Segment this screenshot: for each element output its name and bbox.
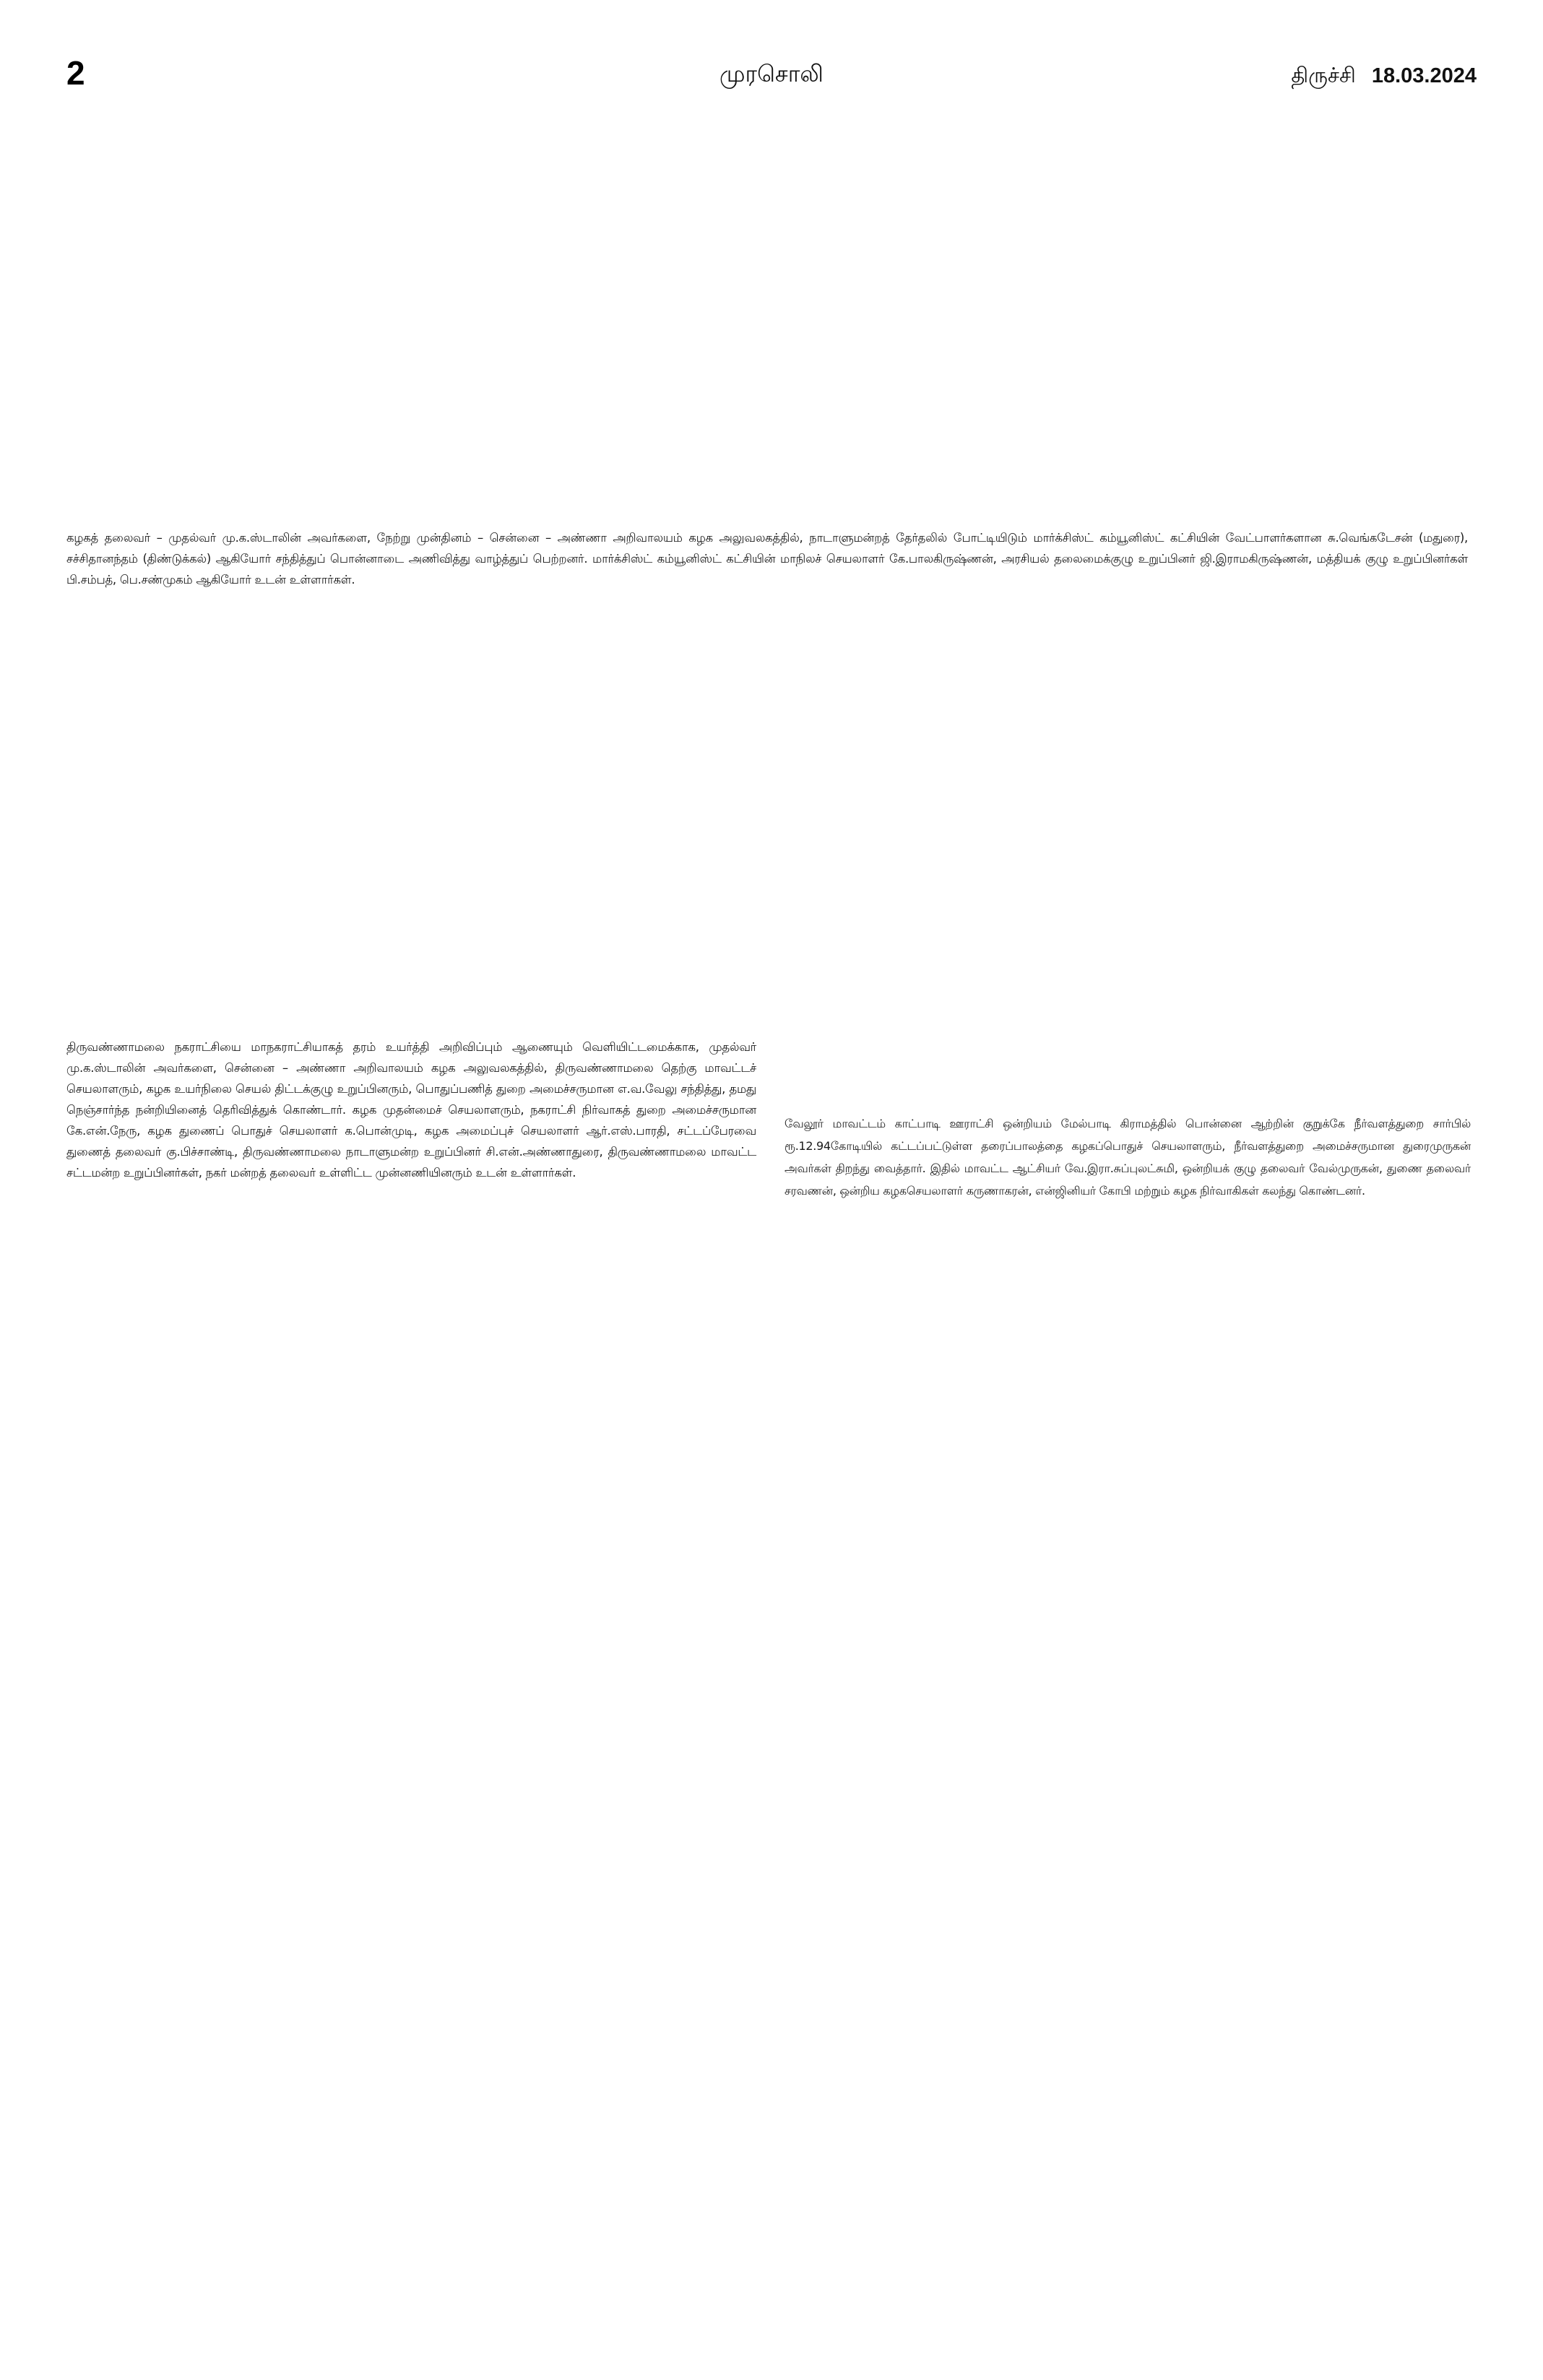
photo-caption-cpim-candidates: கழகத் தலைவர் – முதல்வர் மு.க.ஸ்டாலின் அவர்களை, நேற்று முன்தினம் – சென்னை – அண்ணா அறிவாலயம் கழக அலுவலகத்தில், நாடாளுமன்றத் தேர்தலில் போட்டியிடும் மார்க்சிஸ்ட் கம்யூனிஸ்ட் கட்சியின் வேட்பாளர்களான சு.வெங்கடேசன் (மதுரை), சச்சிதானந்தம் (திண்டுக்கல்) ஆகியோர் சந்தித்துப் பொன்னாடை அணிவித்து வாழ்த்துப் பெற்றனர். மார்க்சிஸ்ட் கம்யூனிஸ்ட் கட்சியின் மாநிலச் செயலாளர் கே.பாலகிருஷ்ணன், அரசியல் தலைமைக்குழு உறுப்பினர் ஜி.இராமகிருஷ்ணன், மத்தியக் குழு உறுப்பினர்கள் பி.சம்பத், பெ.சண்முகம் ஆகியோர் உடன் உள்ளார்கள். — [66, 531, 1468, 587]
issue-date: 18.03.2024 — [1371, 64, 1477, 87]
edition-date — [1291, 65, 1477, 87]
edition-name: திருச்சி — [1291, 63, 1356, 87]
newspaper-masthead: முரசொலி — [719, 60, 824, 87]
photo-caption-tiruvannamalai-corporation: திருவண்ணாமலை நகராட்சியை மாநகராட்சியாகத் தரம் உயர்த்தி அறிவிப்பும் ஆணையும் வெளியிட்டமைக்காக, முதல்வர் மு.க.ஸ்டாலின் அவர்களை, சென்னை – அண்ணா அறிவாலயம் கழக அலுவலகத்தில், திருவண்ணாமலை தெற்கு மாவட்டச் செயலாளரும், கழக உயர்நிலை செயல் திட்டக்குழு உறுப்பினரும், பொதுப்பணித் துறை அமைச்சருமான எ.வ.வேலு சந்தித்து, தமது நெஞ்சார்ந்த நன்றியினைத் தெரிவித்துக் கொண்டார். கழக முதன்மைச் செயலாளரும், நகராட்சி நிர்வாகத் துறை அமைச்சருமான கே.என்.நேரு, கழக துணைப் பொதுச் செயலாளர் க.பொன்முடி, கழக அமைப்புச் செயலாளர் ஆர்.எஸ்.பாரதி, சட்டப்பேரவை துணைத் தலைவர் கு.பிச்சாண்டி, திருவண்ணாமலை நாடாளுமன்ற உறுப்பினர் சி.என்.அண்ணாதுரை, திருவண்ணாமலை மாவட்ட சட்டமன்ற உறுப்பினர்கள், நகர் மன்றத் தலைவர் உள்ளிட்ட முன்னணியினரும் உடன் உள்ளார்கள். — [66, 1040, 756, 1180]
page-header — [0, 0, 1543, 108]
photo-caption-melpadi-bridge: வேலூர் மாவட்டம் காட்பாடி ஊராட்சி ஒன்றியம் மேல்பாடி கிராமத்தில் பொன்னை ஆற்றின் குறுக்கே நீர்வளத்துறை சார்பில் ரூ.12.94கோடியில் கட்டப்பட்டுள்ள தரைப்பாலத்தை கழகப்பொதுச் செயலாளரும், நீர்வளத்துறை அமைச்சருமான துரைமுருகன் அவர்கள் திறந்து வைத்தார். இதில் மாவட்ட ஆட்சியர் வே.இரா.சுப்புலட்சுமி, ஒன்றியக் குழு தலைவர் வேல்முருகன், துணை தலைவர் சரவணன், ஒன்றிய கழகசெயலாளர் கருணாகரன், என்ஜினியர் கோபி மற்றும் கழக நிர்வாகிகள் கலந்து கொண்டனர். — [785, 1117, 1471, 1198]
page-number: 2 — [66, 54, 85, 92]
